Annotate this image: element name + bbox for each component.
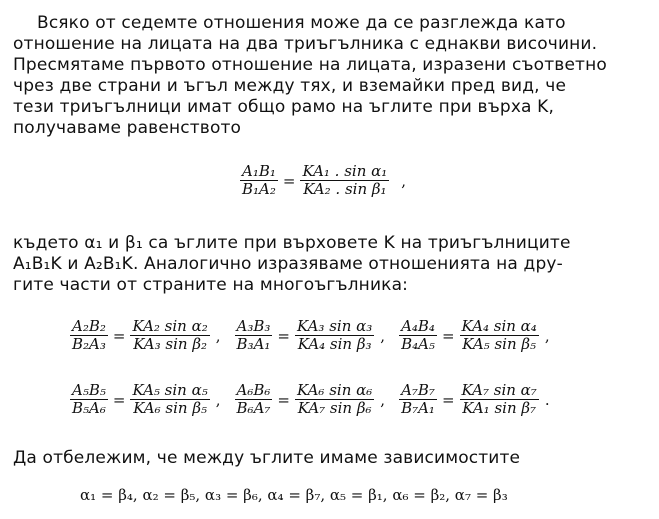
denominator: KA₆ sin β₅ bbox=[133, 399, 208, 417]
fraction-lhs bbox=[399, 382, 437, 417]
separator: . bbox=[544, 390, 550, 409]
numerator: KA₆ sin α₆ bbox=[297, 381, 373, 399]
numerator: KA₁ . sin α₁ bbox=[302, 162, 388, 180]
fraction-rhs bbox=[130, 318, 209, 353]
denominator: B₇A₁ bbox=[401, 399, 435, 417]
fraction-rhs bbox=[300, 163, 389, 198]
denominator: KA₄ sin β₃ bbox=[297, 335, 372, 353]
numerator: A₂B₂ bbox=[72, 317, 106, 335]
text-line: Пресмятаме първото отношение на лицата, изразени съответно bbox=[13, 55, 607, 75]
separator: , bbox=[215, 326, 221, 345]
text-line: гите части от страните на многоъгълника: bbox=[13, 275, 409, 295]
numerator: KA₅ sin α₅ bbox=[132, 381, 208, 399]
denominator: KA₅ sin β₅ bbox=[462, 335, 537, 353]
paragraph-angles bbox=[13, 233, 571, 296]
paragraph-relations bbox=[13, 448, 520, 469]
equals-sign: = bbox=[441, 326, 455, 345]
equals-sign: = bbox=[282, 171, 296, 190]
equals-sign: = bbox=[441, 390, 455, 409]
paragraph-intro bbox=[13, 13, 607, 139]
denominator: KA₂ . sin β₁ bbox=[303, 180, 387, 198]
fraction-lhs bbox=[235, 318, 273, 353]
numerator: A₅B₅ bbox=[72, 381, 106, 399]
text-line: Всяко от седемте отношения може да се разглежда като bbox=[37, 13, 566, 33]
fraction-rhs bbox=[460, 382, 539, 417]
numerator: A₆B₆ bbox=[236, 381, 271, 399]
numerator: A₃B₃ bbox=[236, 317, 271, 335]
equals-sign: = bbox=[277, 390, 290, 409]
equals-sign: = bbox=[112, 326, 126, 345]
equals-sign: = bbox=[112, 390, 126, 409]
denominator: B₄A₅ bbox=[401, 335, 435, 353]
numerator: A₄B₄ bbox=[401, 317, 435, 335]
equation-row bbox=[70, 318, 550, 353]
equals-sign: = bbox=[277, 326, 290, 345]
numerator: KA₄ sin α₄ bbox=[461, 317, 537, 335]
equation-trail: , bbox=[401, 171, 407, 190]
text-line: тези триъгълници имат общо рамо на ъглите при върха K, bbox=[13, 97, 555, 117]
denominator: KA₃ sin β₂ bbox=[133, 335, 208, 353]
numerator: A₁B₁ bbox=[242, 162, 276, 180]
fraction-lhs bbox=[70, 318, 108, 353]
equation-row bbox=[70, 382, 550, 417]
fraction-lhs bbox=[399, 318, 437, 353]
denominator: B₅A₆ bbox=[72, 399, 106, 417]
fraction-rhs bbox=[295, 318, 374, 353]
separator: , bbox=[380, 326, 386, 345]
fraction-rhs bbox=[295, 382, 374, 417]
fraction-lhs bbox=[235, 382, 273, 417]
numerator: KA₃ sin α₃ bbox=[297, 317, 373, 335]
text-line: получаваме равенството bbox=[13, 118, 242, 138]
separator: , bbox=[380, 390, 386, 409]
numerator: KA₇ sin α₇ bbox=[461, 381, 537, 399]
denominator: B₂A₃ bbox=[72, 335, 106, 353]
separator: , bbox=[215, 390, 221, 409]
angle-relations: α₁ = β₄, α₂ = β₅, α₃ = β₆, α₄ = β₇, α₅ = β₁, α₆ = β₂, α₇ = β₃ bbox=[80, 486, 508, 504]
numerator: KA₂ sin α₂ bbox=[132, 317, 208, 335]
fraction-lhs bbox=[240, 163, 278, 198]
equation-main bbox=[240, 163, 420, 198]
denominator: KA₇ sin β₆ bbox=[297, 399, 372, 417]
text-line: където α₁ и β₁ са ъглите при върховете K на триъгълниците bbox=[13, 233, 571, 253]
text-line: A₁B₁K и A₂B₁K. Аналогично изразяваме отношенията на дру- bbox=[13, 254, 563, 274]
numerator: A₇B₇ bbox=[401, 381, 435, 399]
text-line: чрез две страни и ъгъл между тях, и вземайки пред вид, че bbox=[13, 76, 567, 96]
fraction-rhs bbox=[460, 318, 539, 353]
denominator: B₆A₇ bbox=[236, 399, 271, 417]
denominator: B₁A₂ bbox=[242, 180, 276, 198]
fraction-rhs bbox=[130, 382, 209, 417]
text-line: отношение на лицата на два триъгълника с еднакви височини. bbox=[13, 34, 598, 54]
fraction-lhs bbox=[70, 382, 108, 417]
denominator: KA₁ sin β₇ bbox=[462, 399, 537, 417]
text-line: Да отбележим, че между ъглите имаме зависимостите bbox=[13, 448, 521, 468]
denominator: B₃A₁ bbox=[236, 335, 271, 353]
separator: , bbox=[544, 326, 550, 345]
